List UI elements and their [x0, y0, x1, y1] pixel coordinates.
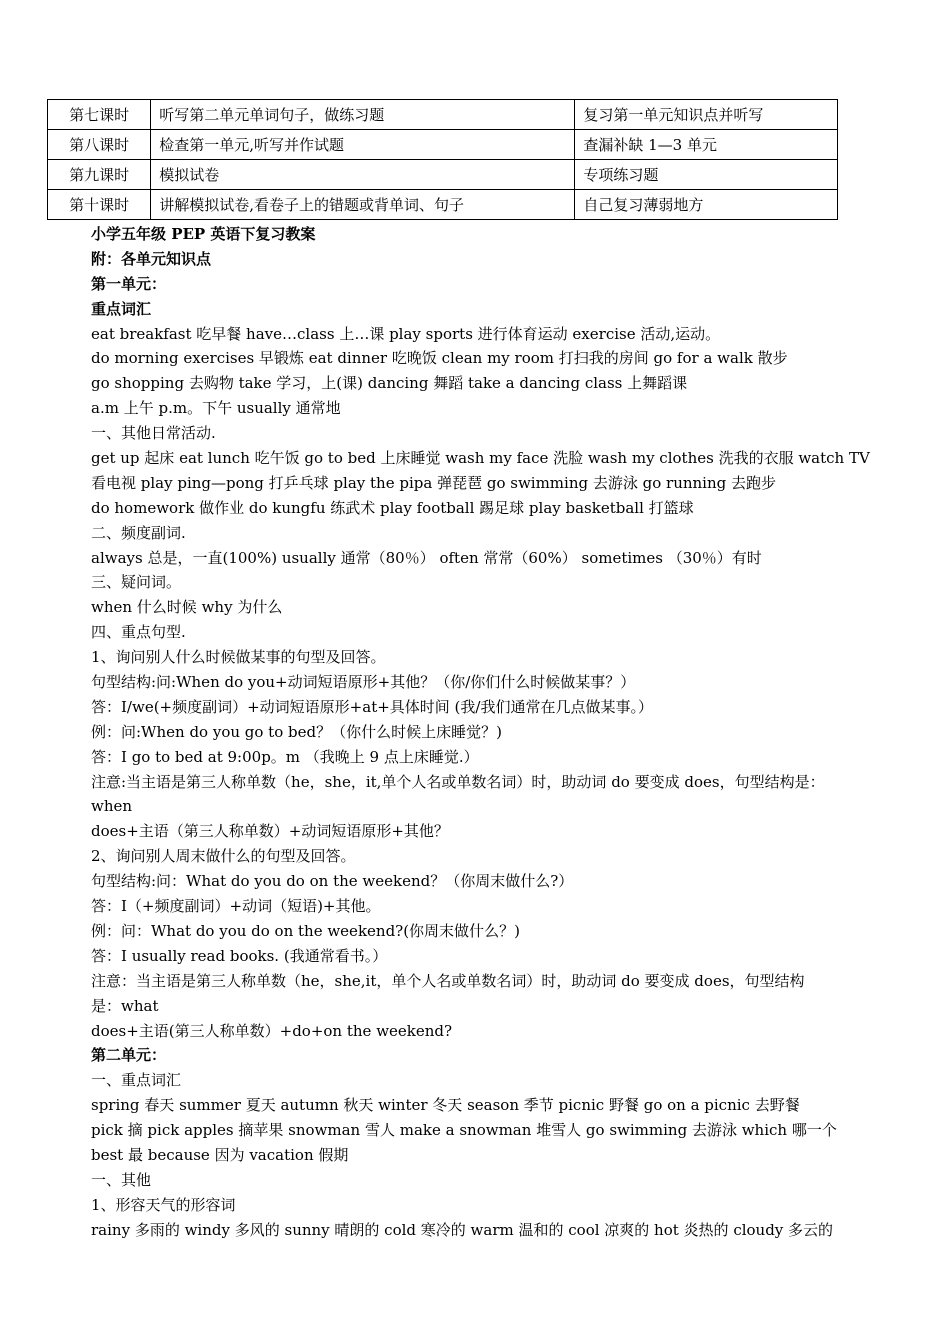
homework-cell: 查漏补缺 1—3 单元 — [575, 130, 838, 160]
text-line: do homework 做作业 do kungfu 练武术 play football 踢足球 play basketball 打篮球 — [91, 498, 694, 517]
text-line: 一、重点词汇 — [91, 1071, 182, 1090]
section-heading: 第二单元： — [91, 1046, 167, 1065]
text-line: 注意：当主语是第三人称单数（he，she,it，单个人名或单数名词）时，助动词 do 要变成 does，句型结构 — [91, 971, 805, 990]
review-notes — [91, 222, 881, 1243]
text-line: spring 春天 summer 夏天 autumn 秋天 winter 冬天 season 季节 picnic 野餐 go on a picnic 去野餐 — [91, 1096, 800, 1115]
lesson-cell: 第九课时 — [48, 160, 151, 190]
text-line: a.m 上午 p.m。下午 usually 通常地 — [91, 399, 341, 418]
content-cell: 讲解模拟试卷,看卷子上的错题或背单词、句子 — [151, 190, 575, 220]
text-line: best 最 because 因为 vacation 假期 — [91, 1145, 349, 1164]
text-line: pick 摘 pick apples 摘苹果 snowman 雪人 make a snowman 堆雪人 go swimming 去游泳 which 哪一个 — [91, 1121, 837, 1140]
text-line: does+主语（第三人称单数）+动词短语原形+其他？ — [91, 822, 449, 841]
section-heading: 附：各单元知识点 — [91, 249, 212, 268]
text-line: 答：I/we(+频度副词）+动词短语原形+at+具体时间 (我/我们通常在几点做某事。） — [91, 697, 653, 716]
text-line: 1、询问别人什么时候做某事的句型及回答。 — [91, 648, 386, 667]
text-line: do morning exercises 早锻炼 eat dinner 吃晚饭 clean my room 打扫我的房间 go for a walk 散步 — [91, 349, 788, 368]
section-heading: 小学五年级 PEP 英语下复习教案 — [91, 225, 316, 243]
lesson-cell: 第十课时 — [48, 190, 151, 220]
text-line: 1、形容天气的形容词 — [91, 1195, 236, 1214]
text-line: 三、疑问词。 — [91, 573, 182, 592]
text-line: 2、询问别人周末做什么的句型及回答。 — [91, 847, 356, 866]
section-heading: 重点词汇 — [91, 299, 152, 318]
lesson-cell: 第七课时 — [48, 100, 151, 130]
content-cell: 听写第二单元单词句子，做练习题 — [151, 100, 575, 130]
text-line: 答：I（+频度副词）+动词（短语)+其他。 — [91, 897, 381, 916]
homework-cell: 专项练习题 — [575, 160, 838, 190]
text-line: 是：what — [91, 996, 159, 1015]
homework-cell: 复习第一单元知识点并听写 — [575, 100, 838, 130]
content-cell: 模拟试卷 — [151, 160, 575, 190]
text-line: get up 起床 eat lunch 吃午饭 go to bed 上床睡觉 wash my face 洗脸 wash my clothes 洗我的衣服 watch TV — [91, 449, 870, 468]
text-line: 答：I usually read books. (我通常看书。） — [91, 946, 388, 965]
homework-cell: 自己复习薄弱地方 — [575, 190, 838, 220]
schedule-row — [48, 190, 838, 220]
lesson-cell: 第八课时 — [48, 130, 151, 160]
text-line: rainy 多雨的 windy 多风的 sunny 晴朗的 cold 寒冷的 warm 温和的 cool 凉爽的 hot 炎热的 cloudy 多云的 — [91, 1220, 834, 1239]
text-line: eat breakfast 吃早餐 have…class 上…课 play sports 进行体育运动 exercise 活动,运动。 — [91, 324, 721, 343]
text-line: when — [91, 797, 133, 816]
text-line: always 总是，一直(100%) usually 通常（80％） often 常常（60%） sometimes （30％）有时 — [91, 548, 762, 567]
text-line: 例：问：What do you do on the weekend?(你周末做什么？) — [91, 921, 520, 940]
text-line: 答：I go to bed at 9:00p。m （我晚上 9 点上床睡觉.） — [91, 747, 479, 766]
schedule-row — [48, 160, 838, 190]
text-line: does+主语(第三人称单数）+do+on the weekend? — [91, 1021, 453, 1040]
text-line: 一、其他 — [91, 1170, 152, 1189]
schedule-row — [48, 130, 838, 160]
schedule-body — [48, 100, 838, 220]
text-line: 四、重点句型. — [91, 623, 186, 642]
content-cell: 检查第一单元,听写并作试题 — [151, 130, 575, 160]
text-line: 句型结构:问：What do you do on the weekend？（你周末做什么?） — [91, 872, 574, 891]
lesson-schedule-table — [47, 99, 838, 220]
schedule-row — [48, 100, 838, 130]
text-line: when 什么时候 why 为什么 — [91, 598, 283, 617]
text-line: 一、其他日常活动. — [91, 424, 216, 443]
text-line: 注意:当主语是第三人称单数（he，she，it,单个人名或单数名词）时，助动词 do 要变成 does，句型结构是： — [91, 772, 825, 791]
section-heading: 第一单元： — [91, 274, 167, 293]
text-line: 看电视 play ping—pong 打乒乓球 play the pipa 弹琵琶 go swimming 去游泳 go running 去跑步 — [91, 473, 777, 492]
text-line: 例：问:When do you go to bed？（你什么时候上床睡觉？) — [91, 722, 502, 741]
text-line: go shopping 去购物 take 学习，上(课) dancing 舞蹈 take a dancing class 上舞蹈课 — [91, 374, 688, 393]
text-line: 句型结构:问:When do you+动词短语原形+其他？（你/你们什么时候做某事？） — [91, 673, 636, 692]
text-line: 二、频度副词. — [91, 523, 186, 542]
